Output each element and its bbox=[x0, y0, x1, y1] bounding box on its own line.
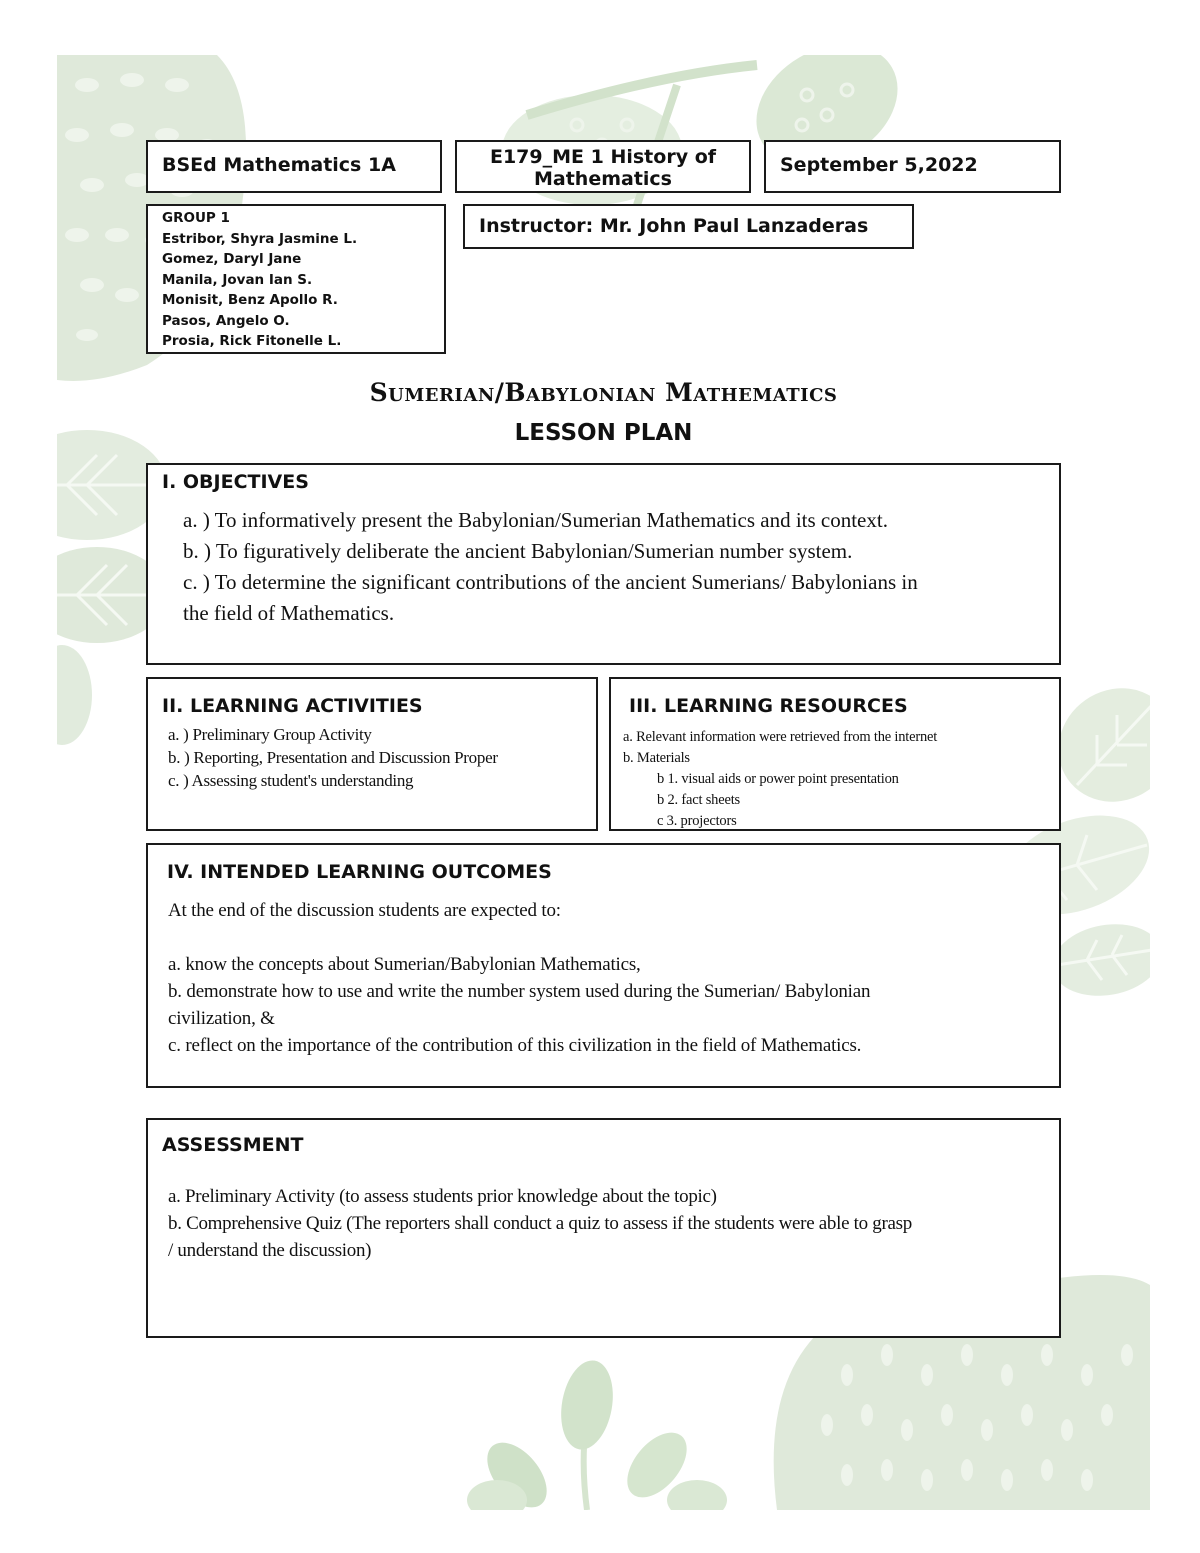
objective-item: a. ) To informatively present the Babylonian/Sumerian Mathematics and its context. bbox=[183, 508, 888, 532]
objective-item: b. ) To figuratively deliberate the ancient Babylonian/Sumerian number system. bbox=[183, 539, 853, 563]
activities-section bbox=[146, 677, 598, 831]
instructor-box bbox=[463, 204, 914, 249]
objective-item: c. ) To determine the significant contributions of the ancient Sumerians/ Babylonians in bbox=[183, 570, 918, 594]
outcome-item: a. know the concepts about Sumerian/Babylonian Mathematics, bbox=[168, 954, 641, 975]
group-member: Manila, Jovan Ian S. bbox=[162, 271, 313, 288]
activity-item: b. ) Reporting, Presentation and Discussion Proper bbox=[168, 748, 498, 767]
course-box bbox=[455, 140, 751, 193]
outcome-item: c. reflect on the importance of the contribution of this civilization in the field of Mathematics. bbox=[168, 1035, 862, 1056]
date-label: September 5,2022 bbox=[780, 154, 978, 176]
outcomes-heading: IV. INTENDED LEARNING OUTCOMES bbox=[167, 861, 552, 883]
objectives-heading: I. OBJECTIVES bbox=[162, 471, 309, 493]
resource-item: a. Relevant information were retrieved from the internet bbox=[623, 729, 938, 745]
outcome-item-continuation: civilization, & bbox=[168, 1008, 275, 1029]
document-title: Sumerian/Babylonian Mathematics bbox=[369, 378, 838, 407]
outcomes-section bbox=[146, 843, 1061, 1088]
group-member: Gomez, Daryl Jane bbox=[162, 251, 302, 267]
group-box bbox=[146, 204, 446, 354]
group-member: Prosia, Rick Fitonelle L. bbox=[162, 333, 342, 349]
outcome-item: b. demonstrate how to use and write the number system used during the Sumerian/ Babylonian bbox=[168, 981, 871, 1002]
group-member: Estribor, Shyra Jasmine L. bbox=[162, 230, 358, 247]
assessment-item: b. Comprehensive Quiz (The reporters shall conduct a quiz to assess if the students were able to grasp bbox=[168, 1213, 912, 1234]
assessment-item-continuation: / understand the discussion) bbox=[168, 1240, 372, 1261]
date-box bbox=[764, 140, 1061, 193]
activity-item: c. ) Assessing student's understanding bbox=[168, 771, 414, 790]
course-title-line2: Mathematics bbox=[533, 168, 672, 190]
resources-heading: III. LEARNING RESOURCES bbox=[629, 695, 908, 717]
assessment-heading: ASSESSMENT bbox=[162, 1134, 304, 1156]
lesson-plan-page bbox=[57, 55, 1150, 1510]
group-label: GROUP 1 bbox=[162, 210, 230, 226]
resources-section bbox=[609, 677, 1061, 831]
assessment-section bbox=[146, 1118, 1061, 1338]
activity-item: a. ) Preliminary Group Activity bbox=[168, 725, 372, 744]
course-title-line1: E179_ME 1 History of bbox=[489, 146, 717, 168]
group-member: Monisit, Benz Apollo R. bbox=[162, 292, 338, 308]
resource-sub-item: b 2. fact sheets bbox=[657, 792, 740, 808]
objectives-section bbox=[146, 463, 1061, 665]
program-box bbox=[146, 140, 442, 193]
activities-heading: II. LEARNING ACTIVITIES bbox=[162, 695, 423, 717]
outcomes-intro: At the end of the discussion students are expected to: bbox=[168, 900, 561, 921]
instructor-label: Instructor: Mr. John Paul Lanzaderas bbox=[479, 215, 869, 237]
objective-item-continuation: the field of Mathematics. bbox=[183, 601, 395, 625]
program-label: BSEd Mathematics 1A bbox=[162, 154, 396, 176]
group-member: Pasos, Angelo O. bbox=[162, 312, 290, 329]
document-subtitle: LESSON PLAN bbox=[514, 420, 693, 446]
assessment-item: a. Preliminary Activity (to assess students prior knowledge about the topic) bbox=[168, 1186, 717, 1207]
resource-sub-item: b 1. visual aids or power point presentation bbox=[657, 771, 899, 787]
resource-item: b. Materials bbox=[623, 750, 690, 766]
resource-sub-item: c 3. projectors bbox=[657, 813, 737, 829]
spacer bbox=[168, 924, 1048, 951]
